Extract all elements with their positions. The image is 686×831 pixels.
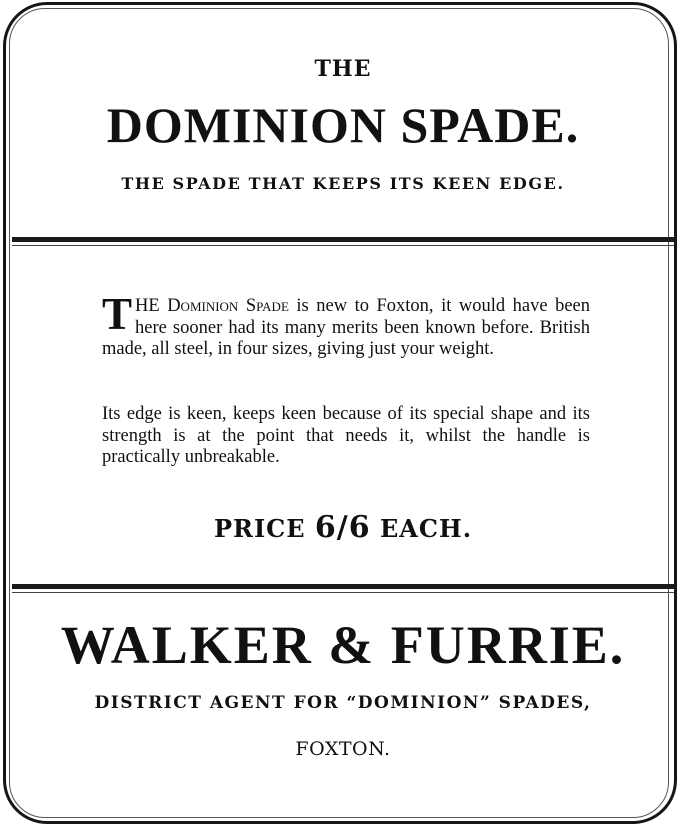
description-paragraph-1 xyxy=(102,289,590,361)
ad-tagline: THE SPADE THAT KEEPS ITS KEEN EDGE. xyxy=(121,174,565,193)
product-name-smallcaps: HE Dominion Spade xyxy=(135,296,289,316)
paragraph-1-text: is new to Foxton, it would have been here sooner had its many merits been known before. British made, all steel, in four sizes, giving just your weight. xyxy=(102,296,590,359)
bottom-divider-rule xyxy=(12,584,674,589)
price-prefix: PRICE xyxy=(213,514,315,543)
town-name: FOXTON. xyxy=(295,738,391,760)
drop-cap: T xyxy=(102,289,133,339)
agent-line: DISTRICT AGENT FOR “DOMINION” SPADES, xyxy=(94,693,592,713)
ad-title: DOMINION SPADE. xyxy=(106,97,580,153)
top-divider-thin-rule xyxy=(12,245,674,246)
header-the: THE xyxy=(314,56,372,82)
company-name: WALKER & FURRIE. xyxy=(60,615,626,675)
price-amount: 6/6 xyxy=(314,510,371,545)
description-paragraph-2: Its edge is keen, keeps keen because of its special shape and its strength is at the point that needs it, whilst the handle is practically unbreakable. xyxy=(102,404,590,467)
bottom-divider-thin-rule xyxy=(12,592,674,593)
top-divider-rule xyxy=(12,237,674,242)
price-suffix: EACH. xyxy=(370,514,473,543)
price-line xyxy=(0,510,686,545)
